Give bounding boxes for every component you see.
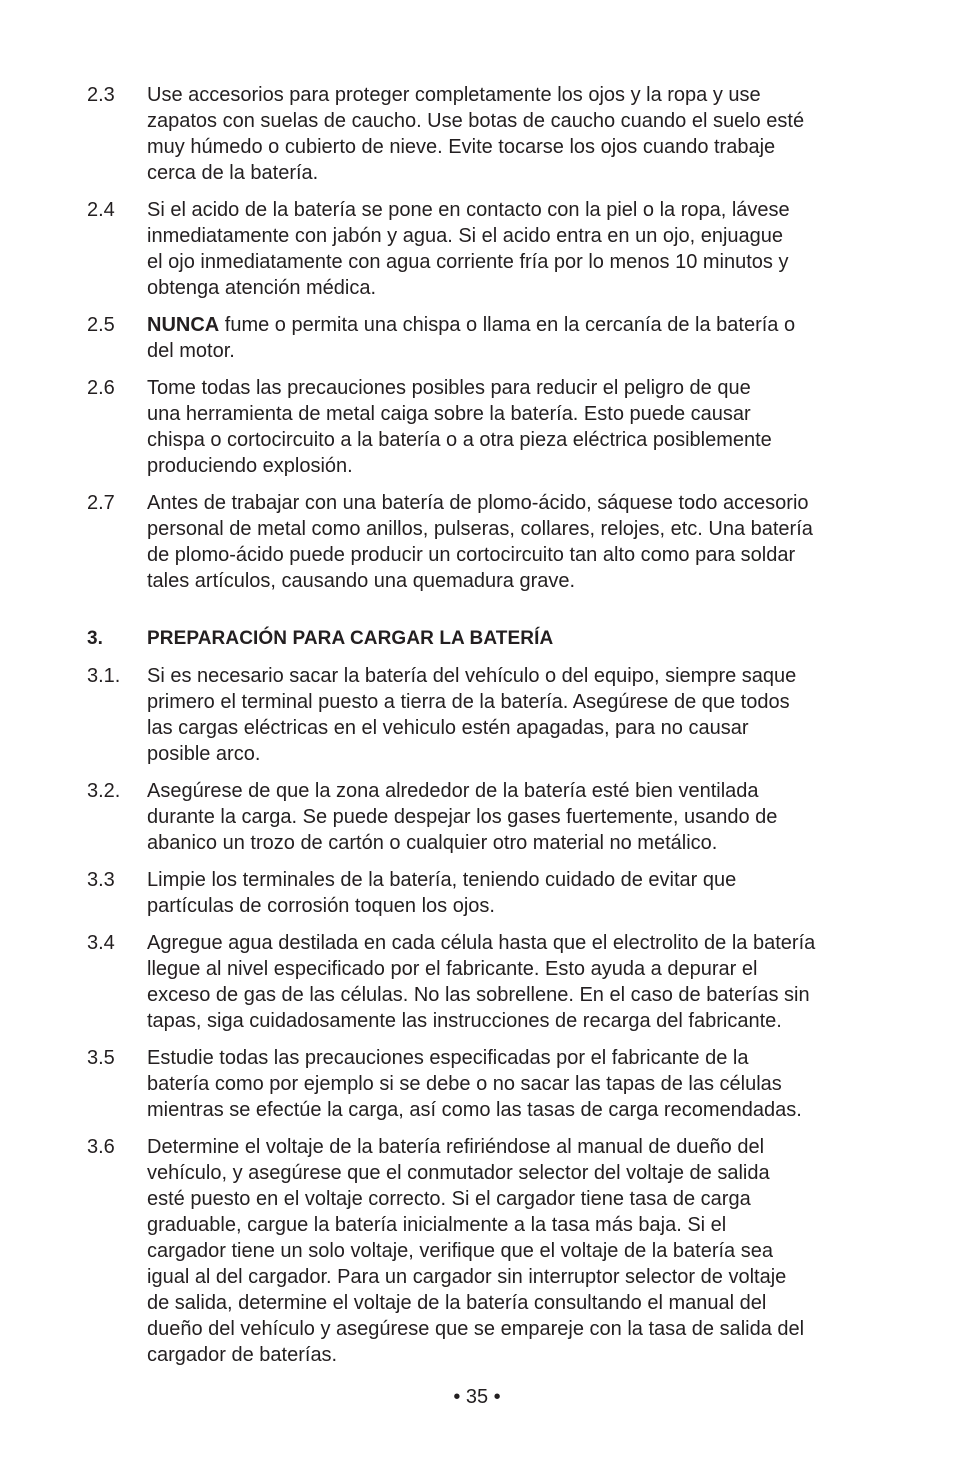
item-number: 3.2.: [87, 780, 121, 802]
item-number: 3.3: [87, 869, 115, 891]
item-text: Limpie los terminales de la batería, teniendo cuidado de evitar que partículas de corrosión toquen los ojos.: [147, 869, 737, 917]
emphasis-nunca: NUNCA: [147, 314, 220, 336]
item-number: 2.3: [87, 84, 115, 106]
item-text: Tome todas las precauciones posibles para reducir el peligro de que una herramienta de metal caiga sobre la batería. Esto puede causar chispa o cortocircuito a la batería o a otra pieza eléctrica posiblemente produciendo explosión.: [147, 377, 772, 477]
item-text: Antes de trabajar con una batería de plomo-ácido, sáquese todo accesorio personal de metal como anillos, pulseras, collares, relojes, etc. Una batería de plomo-ácido puede producir un cortocircuito tan alto como para soldar tales artículos, causando una quemadura grave.: [147, 492, 813, 592]
item-text: Determine el voltaje de la batería refiriéndose al manual de dueño del vehículo, y asegúrese que el conmutador selector del voltaje de salida esté puesto en el voltaje correcto. Si el cargador tiene tasa de carga graduable, cargue la batería inicialmente a la tasa más baja. Si el cargador tiene un solo voltaje, verifique que el voltaje de la batería sea igual al del cargador. Para un cargador sin interruptor selector de voltaje de salida, determine el voltaje de la batería consultando el manual del dueño del vehículo y asegúrese que se empareje con la tasa de salida del cargador de baterías.: [147, 1136, 805, 1366]
item-number: 3.6: [87, 1136, 115, 1158]
item-number: 2.5: [87, 314, 115, 336]
item-text: Si el acido de la batería se pone en contacto con la piel o la ropa, lávese inmediatamente con jabón y agua. Si el acido entra en un ojo, enjuague el ojo inmediatamente con agua corriente fría por lo menos 10 minutos y obtenga atención médica.: [147, 199, 790, 299]
item-text: Si es necesario sacar la batería del vehículo o del equipo, siempre saque primero el terminal puesto a tierra de la batería. Asegúrese de que todos las cargas eléctricas en el vehiculo estén apagadas, para no causar posible arco.: [147, 665, 797, 765]
item-text: Asegúrese de que la zona alrededor de la batería esté bien ventilada durante la carga. Se puede despejar los gases fuertemente, usando de abanico un trozo de cartón o cualquier otro material no metálico.: [147, 780, 778, 854]
item-number: 2.6: [87, 377, 115, 399]
section-title: PREPARACIÓN PARA CARGAR LA BATERÍA: [147, 628, 554, 649]
page-number: • 35 •: [453, 1386, 501, 1408]
item-number: 2.7: [87, 492, 115, 514]
item-text: NUNCA fume o permita una chispa o llama en la cercanía de la batería o del motor.: [147, 314, 796, 362]
item-text: Use accesorios para proteger completamente los ojos y la ropa y use zapatos con suelas de caucho. Use botas de caucho cuando el suelo esté muy húmedo o cubierto de nieve. Evite tocarse los ojos cuando trabaje cerca de la batería.: [147, 84, 805, 184]
item-number: 3.4: [87, 932, 115, 954]
item-number: 3.5: [87, 1047, 115, 1069]
section-number: 3.: [87, 628, 104, 649]
item-text: Estudie todas las precauciones especificadas por el fabricante de la batería como por ejemplo si se debe o no sacar las tapas de las células mientras se efectúe la carga, así como las tasas de carga recomendadas.: [147, 1047, 802, 1121]
item-number: 3.1.: [87, 665, 121, 687]
item-number: 2.4: [87, 199, 115, 221]
item-text: Agregue agua destilada en cada célula hasta que el electrolito de la batería llegue al nivel especificado por el fabricante. Esto ayuda a depurar el exceso de gas de las células. No las sobrellene. En el caso de baterías sin tapas, siga cuidadosamente las instrucciones de recarga del fabricante.: [147, 932, 816, 1032]
